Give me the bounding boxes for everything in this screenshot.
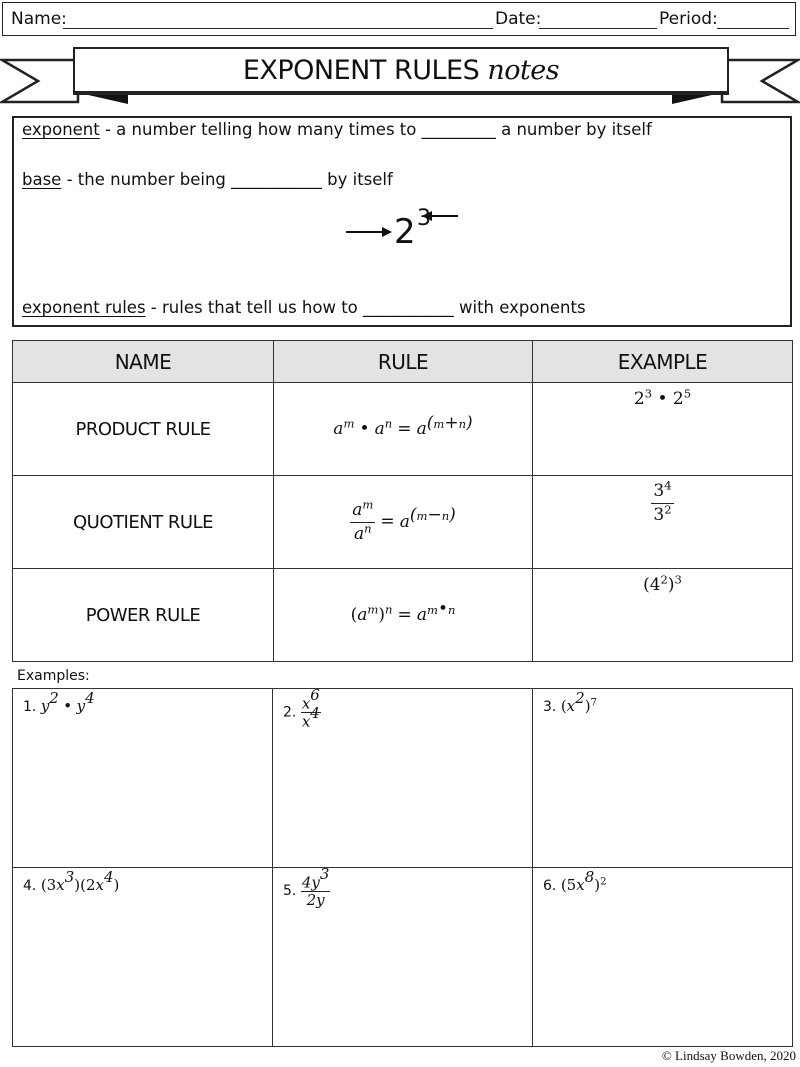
period-label: Period: [659, 9, 718, 29]
column-header-rule: RULE [274, 341, 533, 383]
exponent-rules-term: exponent rules [22, 298, 146, 317]
example-number: 1. [23, 699, 37, 715]
example-number: 4. [23, 878, 37, 894]
example-cell-2[interactable]: 2. $\frac{x^6}{x^4}$ [273, 689, 533, 868]
power-rule-formula: $(a^m)^n = a^{m•n}$ [274, 569, 533, 662]
table-row [13, 569, 793, 662]
vocabulary-box [12, 116, 792, 327]
quotient-rule-name: QUOTIENT RULE [13, 476, 274, 569]
table-header-row [13, 341, 793, 383]
example-cell-4[interactable]: 4. $(3x^3)(2x^4)$ [13, 868, 273, 1047]
rules-table [12, 340, 793, 662]
table-row [13, 476, 793, 569]
header-info-bar [2, 2, 796, 36]
power-rule-name: POWER RULE [13, 569, 274, 662]
base-term: base [22, 170, 62, 189]
example-cell-6[interactable]: 6. $(5x^8)^2$ [533, 868, 793, 1047]
table-row [13, 383, 793, 476]
example-exponent: 3 [417, 206, 431, 231]
example-base: 2 [394, 212, 416, 252]
exponent-rules-definition [22, 298, 586, 317]
base-exponent-illustration [344, 208, 484, 258]
examples-grid [12, 688, 793, 1047]
example-number: 6. [543, 878, 557, 894]
product-rule-name: PRODUCT RULE [13, 383, 274, 476]
title-subtitle: notes [487, 55, 560, 86]
quotient-rule-formula: $\frac{a^m}{a^n}$ = $a^{(m-n)}$ [274, 476, 533, 569]
exponent-rules-text: - rules that tell us how to ___________ with exponents [145, 298, 586, 317]
example-number: 2. [283, 704, 297, 721]
example-cell-3[interactable]: 3. $(x^2)^7$ [533, 689, 793, 868]
example-number: 5. [283, 883, 297, 900]
column-header-example: EXAMPLE [533, 341, 793, 383]
quotient-rule-example: $\frac{3^4}{3^2}$ [533, 476, 793, 569]
copyright-footer: © Lindsay Bowden, 2020 [661, 1048, 796, 1063]
title-main: EXPONENT RULES [242, 55, 480, 86]
period-field[interactable] [717, 28, 789, 29]
base-definition [22, 170, 393, 189]
power-rule-example: $(4^2)^3$ [533, 569, 793, 662]
example-number: 3. [543, 699, 557, 715]
page-title [73, 47, 729, 95]
name-field[interactable] [63, 28, 493, 29]
exponent-definition [22, 120, 652, 139]
product-rule-formula: $a^m$ • $a^n = a^{(m+n)}$ [274, 383, 533, 476]
date-label: Date: [495, 9, 542, 29]
example-cell-1[interactable]: 1. $y^2$ • $y^4$ [13, 689, 273, 868]
base-text: - the number being ___________ by itself [61, 170, 393, 189]
example-cell-5[interactable]: 5. $\frac{4y^3}{2y}$ [273, 868, 533, 1047]
exponent-term: exponent [22, 120, 100, 139]
examples-label: Examples: [17, 668, 90, 684]
column-header-name: NAME [13, 341, 274, 383]
name-label: Name: [11, 9, 67, 29]
product-rule-example: $2^3$ • $2^5$ [533, 383, 793, 476]
exponent-text: - a number telling how many times to _________ a number by itself [99, 120, 652, 139]
date-field[interactable] [539, 28, 657, 29]
